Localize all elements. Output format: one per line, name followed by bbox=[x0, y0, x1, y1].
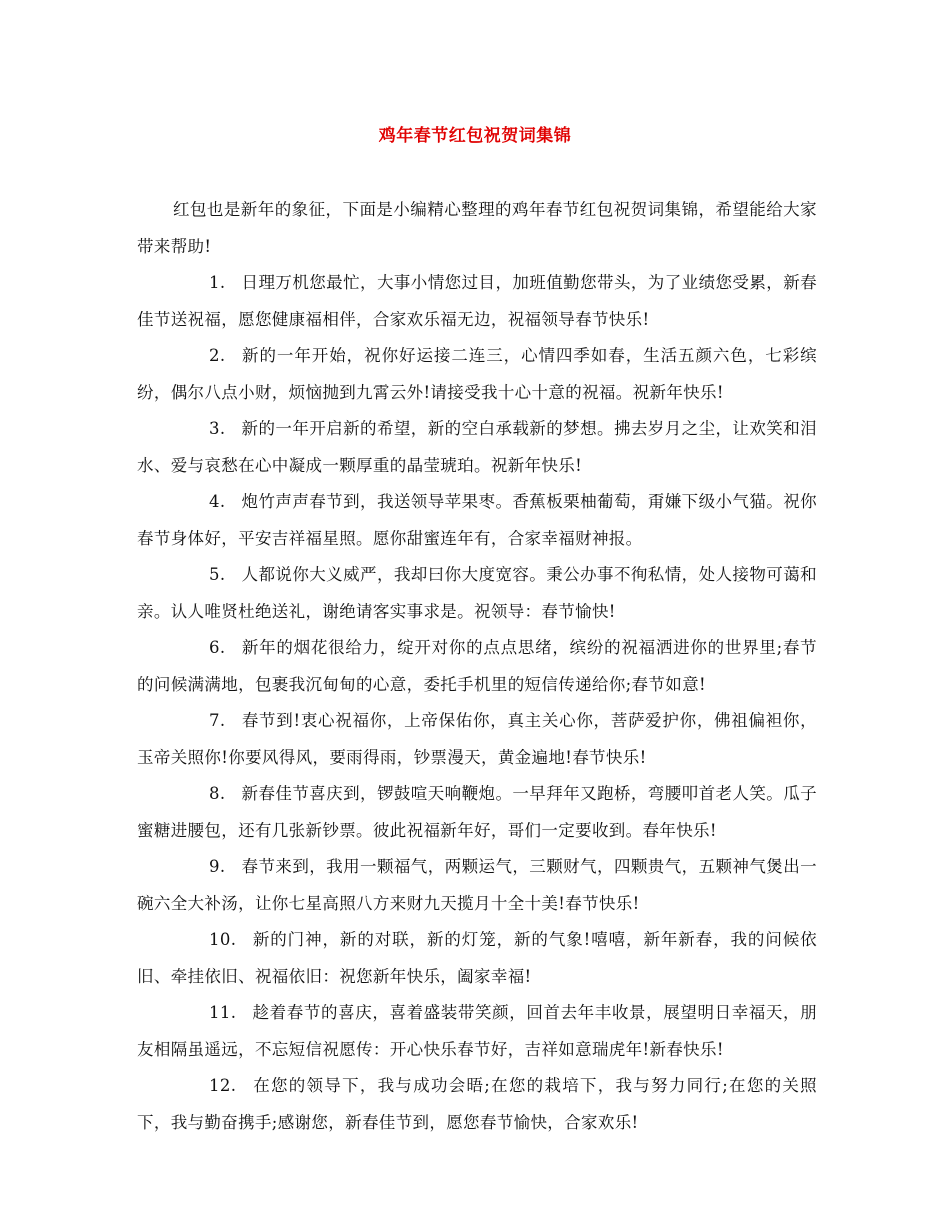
document-body bbox=[137, 192, 817, 1141]
list-item-text: 日理万机您最忙，大事小情您过目，加班值勤您带头，为了业绩您受累，新春佳节送祝福，愿您健康福相伴，合家欢乐福无边，祝福领导春节快乐! bbox=[137, 273, 817, 329]
greeting-list bbox=[137, 265, 817, 1141]
list-item-text: 新的一年开启新的希望，新的空白承载新的梦想。拂去岁月之尘，让欢笑和泪水、爱与哀愁在心中凝成一颗厚重的晶莹琥珀。祝新年快乐! bbox=[137, 419, 817, 475]
list-item bbox=[137, 338, 817, 411]
list-item-number: 12. bbox=[209, 1076, 237, 1095]
list-item-number: 11. bbox=[209, 1003, 237, 1022]
list-item-text: 新春佳节喜庆到，锣鼓喧天响鞭炮。一早拜年又跑桥，弯腰叩首老人笑。瓜子蜜糖进腰包，还有几张新钞票。彼此祝福新年好，哥们一定要收到。春年快乐! bbox=[137, 784, 817, 840]
list-item-text: 在您的领导下，我与成功会晤;在您的栽培下，我与努力同行;在您的关照下，我与勤奋携手;感谢您，新春佳节到，愿您春节愉快，合家欢乐! bbox=[137, 1076, 817, 1132]
list-item bbox=[137, 630, 817, 703]
list-item-number: 3. bbox=[209, 419, 226, 438]
list-item-number: 8. bbox=[209, 784, 226, 803]
list-item bbox=[137, 922, 817, 995]
list-item-number: 7. bbox=[209, 711, 226, 730]
list-item-text: 新年的烟花很给力，绽开对你的点点思绪，缤纷的祝福洒进你的世界里;春节的问候满满地，包裹我沉甸甸的心意，委托手机里的短信传递给你;春节如意! bbox=[137, 638, 817, 694]
list-item-text: 炮竹声声春节到，我送领导苹果枣。香蕉板栗柚葡萄，甭嫌下级小气猫。祝你春节身体好，平安吉祥福星照。愿你甜蜜连年有，合家幸福财神报。 bbox=[137, 492, 817, 548]
list-item-text: 新的门神，新的对联，新的灯笼，新的气象!嘻嘻，新年新春，我的问候依旧、牵挂依旧、祝福依旧：祝您新年快乐，阖家幸福! bbox=[137, 930, 817, 986]
list-item bbox=[137, 1068, 817, 1141]
list-item-number: 9. bbox=[209, 857, 226, 876]
list-item-text: 趁着春节的喜庆，喜着盛装带笑颜，回首去年丰收景，展望明日幸福天，朋友相隔虽遥远，不忘短信祝愿传：开心快乐春节好，吉祥如意瑞虎年!新春快乐! bbox=[137, 1003, 817, 1059]
intro-paragraph: 红包也是新年的象征，下面是小编精心整理的鸡年春节红包祝贺词集锦，希望能给大家带来帮助! bbox=[137, 200, 817, 256]
list-item bbox=[137, 776, 817, 849]
list-item-number: 5. bbox=[209, 565, 226, 584]
list-item-number: 10. bbox=[209, 930, 237, 949]
list-item bbox=[137, 557, 817, 630]
list-item bbox=[137, 995, 817, 1068]
list-item-number: 6. bbox=[209, 638, 226, 657]
list-item bbox=[137, 265, 817, 338]
list-item-number: 2. bbox=[209, 346, 226, 365]
list-item bbox=[137, 703, 817, 776]
list-item-text: 人都说你大义威严，我却曰你大度宽容。秉公办事不徇私情，处人接物可蔼和亲。认人唯贤杜绝送礼，谢绝请客实事求是。祝领导：春节愉快! bbox=[137, 565, 817, 621]
list-item-text: 新的一年开始，祝你好运接二连三，心情四季如春，生活五颜六色，七彩缤纷，偶尔八点小财，烦恼抛到九霄云外!请接受我十心十意的祝福。祝新年快乐! bbox=[137, 346, 817, 402]
document-title: 鸡年春节红包祝贺词集锦 bbox=[378, 126, 572, 146]
list-item-text: 春节到!衷心祝福你，上帝保佑你，真主关心你，菩萨爱护你，佛祖偏袒你，玉帝关照你!你要风得风，要雨得雨，钞票漫天，黄金遍地!春节快乐! bbox=[137, 711, 817, 767]
list-item bbox=[137, 849, 817, 922]
list-item-number: 1. bbox=[209, 273, 226, 292]
list-item-text: 春节来到，我用一颗福气，两颗运气，三颗财气，四颗贵气，五颗神气煲出一碗六全大补汤，让你七星高照八方来财九天揽月十全十美!春节快乐! bbox=[137, 857, 817, 913]
list-item-number: 4. bbox=[209, 492, 226, 511]
list-item bbox=[137, 484, 817, 557]
list-item bbox=[137, 411, 817, 484]
